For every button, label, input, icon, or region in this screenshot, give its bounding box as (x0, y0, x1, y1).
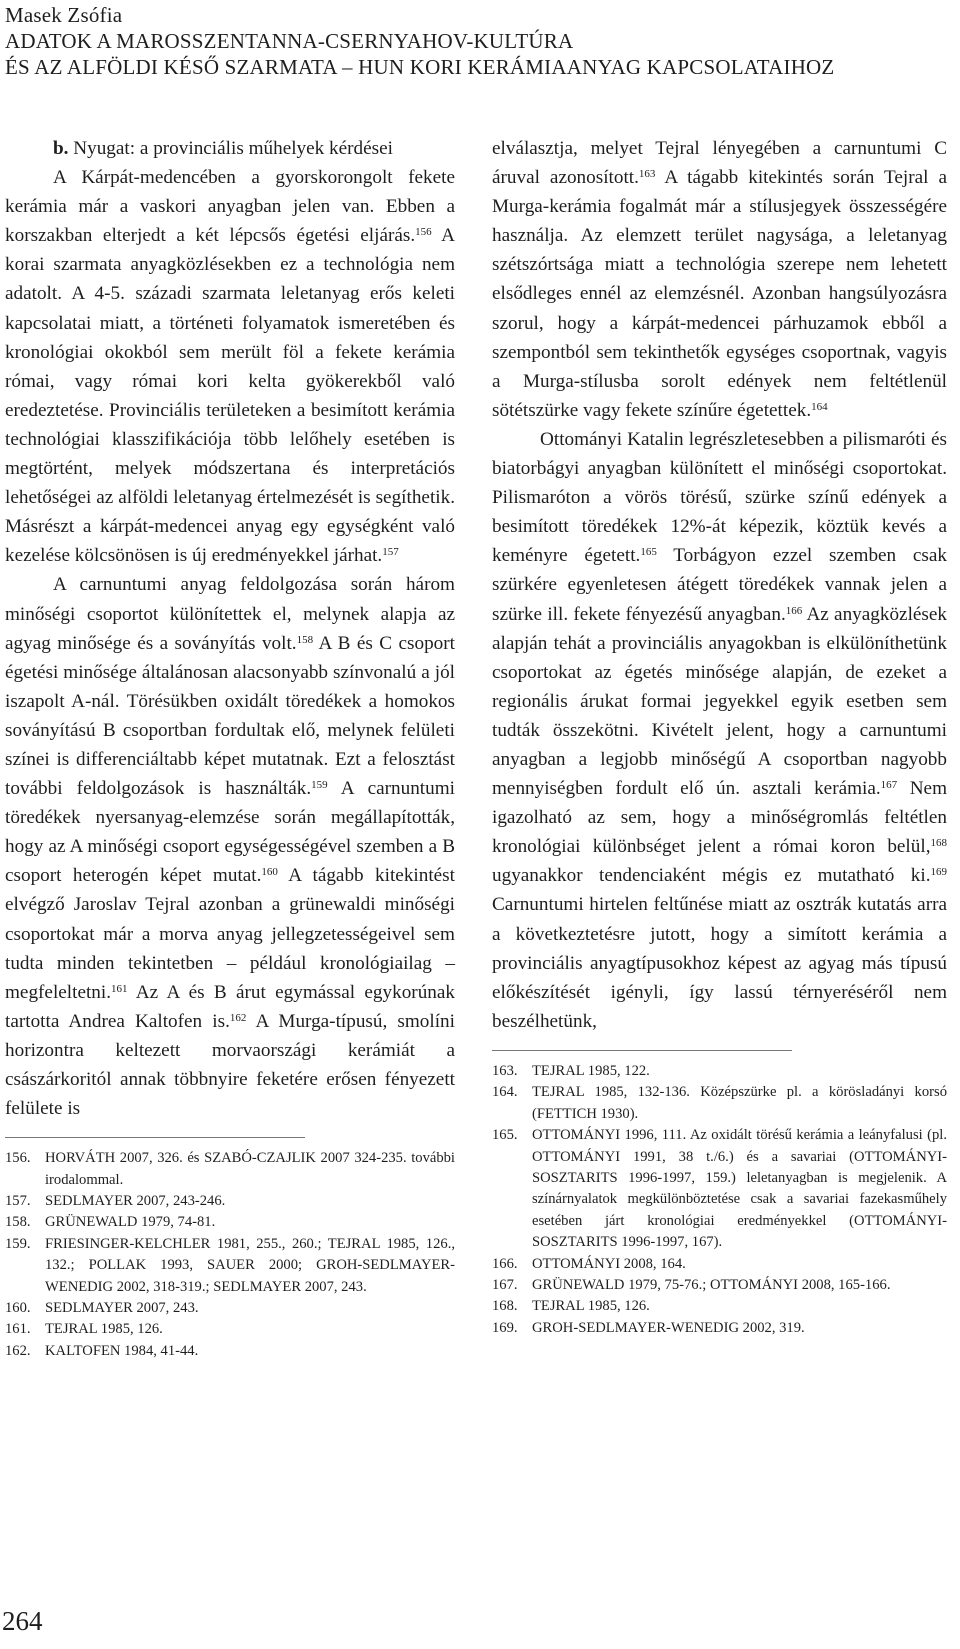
footnote-ref[interactable]: 161 (111, 982, 128, 995)
footnote-ref[interactable]: 164 (811, 400, 828, 413)
footnote-ref[interactable]: 165 (640, 546, 657, 559)
footnote-number: 159. (5, 1235, 31, 1252)
footnote-number: 157. (5, 1193, 31, 1209)
footnote (5, 1298, 455, 1319)
text-run: elválasztja, melyet Tejral lényegében a carnuntumi C áruval azonosított. (492, 138, 947, 189)
text-run: ugyanakkor tendenciaként mégis ez mutatható ki. (492, 865, 931, 887)
footnote-ref[interactable]: 159 (311, 779, 328, 792)
footnote-number: 158. (5, 1214, 31, 1231)
footnote (492, 1082, 947, 1125)
text-run: Ottományi Katalin legrészletesebben a pilismaróti és biatorbágyi anyagban különített el minőségi csoportokat. Pilismaróton a vörös törésű, szürke színű edények a besimított töredékek 12%-át képezik, köztük kevés a keményre égetett. (492, 428, 947, 567)
text-run: Torbágyon ezzel szemben csak szürkére egyenletesen átégett töredékek vannak jelen a szürke ill. fekete fényezésű anyagban. (492, 545, 948, 625)
text-run: Carnuntumi hirtelen feltűnése miatt az osztrák kutatás arra a következtetésre jutott, hogy a simított kerámia a provinciális anyagtípusokhoz képest az agyag más típusú előkészítését igényli, így lassú térnyeréséről nem beszélhetünk, (492, 894, 947, 1032)
footnotes (492, 1061, 947, 1339)
footnote-text: SEDLMAYER 2007, 243-246. (45, 1193, 226, 1209)
footnote-number: 167. (492, 1276, 518, 1293)
section-heading-text: Nyugat: a provinciális műhelyek kérdései (68, 138, 393, 159)
footnote-number: 160. (5, 1300, 31, 1317)
right-column (492, 134, 947, 1339)
paragraph (492, 425, 947, 1036)
footnote (492, 1275, 947, 1296)
footnotes (5, 1148, 455, 1362)
footnote-text: GRÜNEWALD 1979, 74-81. (45, 1214, 216, 1231)
footnote-number: 165. (492, 1127, 518, 1144)
paragraph (5, 570, 455, 1123)
footnote-number: 163. (492, 1062, 518, 1079)
footnote-ref[interactable]: 156 (415, 226, 432, 239)
footnote-ref[interactable]: 166 (785, 604, 803, 617)
footnote (5, 1341, 455, 1362)
text-run: A carnuntumi anyag feldolgozása során három minőségi csoportot különítettek el, melynek alapja az agyag minősége és a soványítás volt. (5, 574, 455, 654)
footnote (5, 1234, 455, 1298)
text-run: A tágabb kitekintést elvégző Jaroslav Tejral azonban a grünewaldi minőségi csoportokat már a morva anyag jellegzetességeivel sem tudta minden tekintetben – például kronológiailag – megfeleltetni. (5, 865, 455, 1003)
footnote (5, 1319, 455, 1340)
article-title-line-2: ÉS AZ ALFÖLDI KÉSŐ SZARMATA – HUN KORI KERÁMIAANYAG KAPCSOLATAIHOZ (5, 55, 835, 79)
article-title-line-1: ADATOK A MAROSSZENTANNA-CSERNYAHOV-KULTÚRA (5, 29, 574, 53)
footnote-text: FRIESINGER-KELCHLER 1981, 255., 260.; TEJRAL 1985, 126., 132.; POLLAK 1993, SAUER 2000; GROH-SEDLMAYER-WENEDIG 2002, 318-319.; SEDLMAYER 2007, 243. (45, 1235, 455, 1295)
text-run: A Kárpát-medencében a gyorskorongolt fekete kerámia már a vaskori anyagban jelen van. Ebben a korszakban elterjedt a két lépcsős égetési eljárás. (5, 167, 455, 247)
footnote-text: OTTOMÁNYI 2008, 164. (532, 1255, 686, 1272)
footnote-divider (492, 1050, 792, 1051)
footnote-number: 161. (5, 1321, 31, 1338)
footnote-ref[interactable]: 157 (382, 546, 399, 559)
footnote-ref[interactable]: 169 (930, 866, 947, 879)
text-run: Nem igazolható az sem, hogy a minőségromlás feltétlen kronológiai különbséget jelent a római koron belül, (492, 778, 947, 858)
text-run: Az A és B árut egymással egykorúnak tartotta Andrea Kaltofen is. (5, 981, 455, 1032)
footnote (5, 1212, 455, 1233)
text-run: A carnuntumi töredékek nyersanyag-elemzése során megállapították, hogy az A minőségi csoport egységességével szemben a B csoport heterogén képet mutat. (5, 778, 455, 887)
footnote-text: SEDLMAYER 2007, 243. (45, 1300, 199, 1317)
footnote-text: TEJRAL 1985, 126. (532, 1298, 650, 1315)
footnote-ref[interactable]: 162 (229, 1011, 247, 1024)
footnote-ref[interactable]: 168 (930, 837, 947, 850)
footnote-number: 166. (492, 1255, 518, 1272)
footnote (492, 1296, 947, 1317)
author-name: Masek Zsófia (5, 3, 123, 27)
left-column (5, 134, 455, 1362)
section-heading (5, 134, 455, 163)
footnote-divider (5, 1137, 305, 1138)
text-run: A B és C csoport égetési minősége általánosan alacsonyabb színvonalú a jól iszapolt A-nál. Törésükben oxidált töredékek a homokos soványítású B csoportban fordultak elő, melynek felületi színei is differenciáltabb képet mutatnak. Ezt a felosztást további feldolgozások is használták. (5, 632, 455, 800)
text-run: A korai szarmata anyagközlésekben ez a technológia nem adatolt. A 4-5. századi szarmata leletanyag erős keleti kapcsolatai miatt, a történeti folyamatok ismeretében és kronológiai okokból sem merült föl a fekete kerámia római, vagy római kori kelta gyökerekből való eredeztetése. Provinciális területeken a besimított kerámia technológiai klasszifikációja több lelőhely esetében is megtörtént, melyek módszertana és interpretációs lehetőségei az alföldi leletanyag értelmezését is segíthetik. Másrészt a kárpát-medencei anyag egy egységként való kezelése kölcsönösen is új eredményekkel járhat. (5, 225, 455, 567)
footnote-ref[interactable]: 160 (261, 866, 278, 879)
footnote-number: 162. (5, 1342, 31, 1359)
footnote-text: TEJRAL 1985, 132-136. Középszürke pl. a körösladányi korsó (FETTICH 1930). (532, 1084, 947, 1122)
text-run: Az anyagközlések alapján tehát a provinciális anyagokban is elkülöníthetünk csoportokat az égetés minősége alapján, de ezeket a regionális árukat formai jegyekkel egyik esetben sem tudták összekötni. Kivételt jelent, hogy a carnuntumi anyagban a legjobb minőségű A csoportban nagyobb mennyiségben fordult elő ún. asztali kerámia. (492, 603, 948, 800)
paragraph (492, 134, 947, 425)
footnote-text: KALTOFEN 1984, 41-44. (45, 1342, 199, 1359)
footnote-text: TEJRAL 1985, 126. (45, 1321, 163, 1338)
footnote-number: 169. (492, 1319, 518, 1336)
page-number: 264 (2, 1606, 43, 1636)
footnote-ref[interactable]: 163 (638, 168, 656, 181)
footnote (492, 1254, 947, 1275)
footnote-ref[interactable]: 167 (880, 779, 898, 792)
text-run: A tágabb kitekintés során Tejral a Murga-kerámia fogalmát már a stílusjegyek összességére használja. Az elemzett terület nagysága, a leletanyag szétszórtsága miatt a technológia szerepe nem lehetett elsődleges ennél az elemzésnél. Azonban hangsúlyozásra szorul, hogy a kárpát-medencei párhuzamok ebből a szempontból sem tekinthetők egységes csoportnak, vagyis a Murga-stílusba sorolt edények nem feltétlenül sötétszürke vagy fekete színűre égetettek. (492, 167, 947, 421)
footnote (492, 1318, 947, 1339)
footnote-text: HORVÁTH 2007, 326. és SZABÓ-CZAJLIK 2007 324-235. további irodalommal. (45, 1150, 455, 1188)
footnote-number: 168. (492, 1298, 518, 1315)
running-header (5, 2, 955, 80)
footnote-number: 156. (5, 1150, 31, 1167)
footnote-number: 164. (492, 1084, 518, 1101)
footnote (492, 1125, 947, 1253)
section-marker: b. (53, 138, 69, 159)
footnote (492, 1061, 947, 1082)
footnote-ref[interactable]: 158 (296, 633, 314, 646)
footnote (5, 1148, 455, 1191)
text-run: A Murga-típusú, smolíni horizontra keltezett morvaországi kerámiát a császárkoritól annak többnyire feketére erősen fényezett felülete is (5, 1010, 455, 1120)
footnote-text: GROH-SEDLMAYER-WENEDIG 2002, 319. (532, 1319, 805, 1336)
footnote (5, 1191, 455, 1212)
footnote-text: TEJRAL 1985, 122. (532, 1062, 650, 1079)
paragraph (5, 163, 455, 570)
footnote-text: OTTOMÁNYI 1996, 111. Az oxidált törésű kerámia a leányfalusi (pl. OTTOMÁNYI 1991, 38 t./6.) és a savariai (OTTOMÁNYI-SOSZTARITS 1996-1997, 159.) leletanyagban is megjelenik. A színárnyalatok megkülönböztetése csak a savariai fazekasműhely esetében járt kronológiai eredményekkel (OTTOMÁNYI-SOSZTARITS 1996-1997, 167). (532, 1127, 947, 1251)
footnote-text: GRÜNEWALD 1979, 75-76.; OTTOMÁNYI 2008, 165-166. (532, 1276, 891, 1293)
